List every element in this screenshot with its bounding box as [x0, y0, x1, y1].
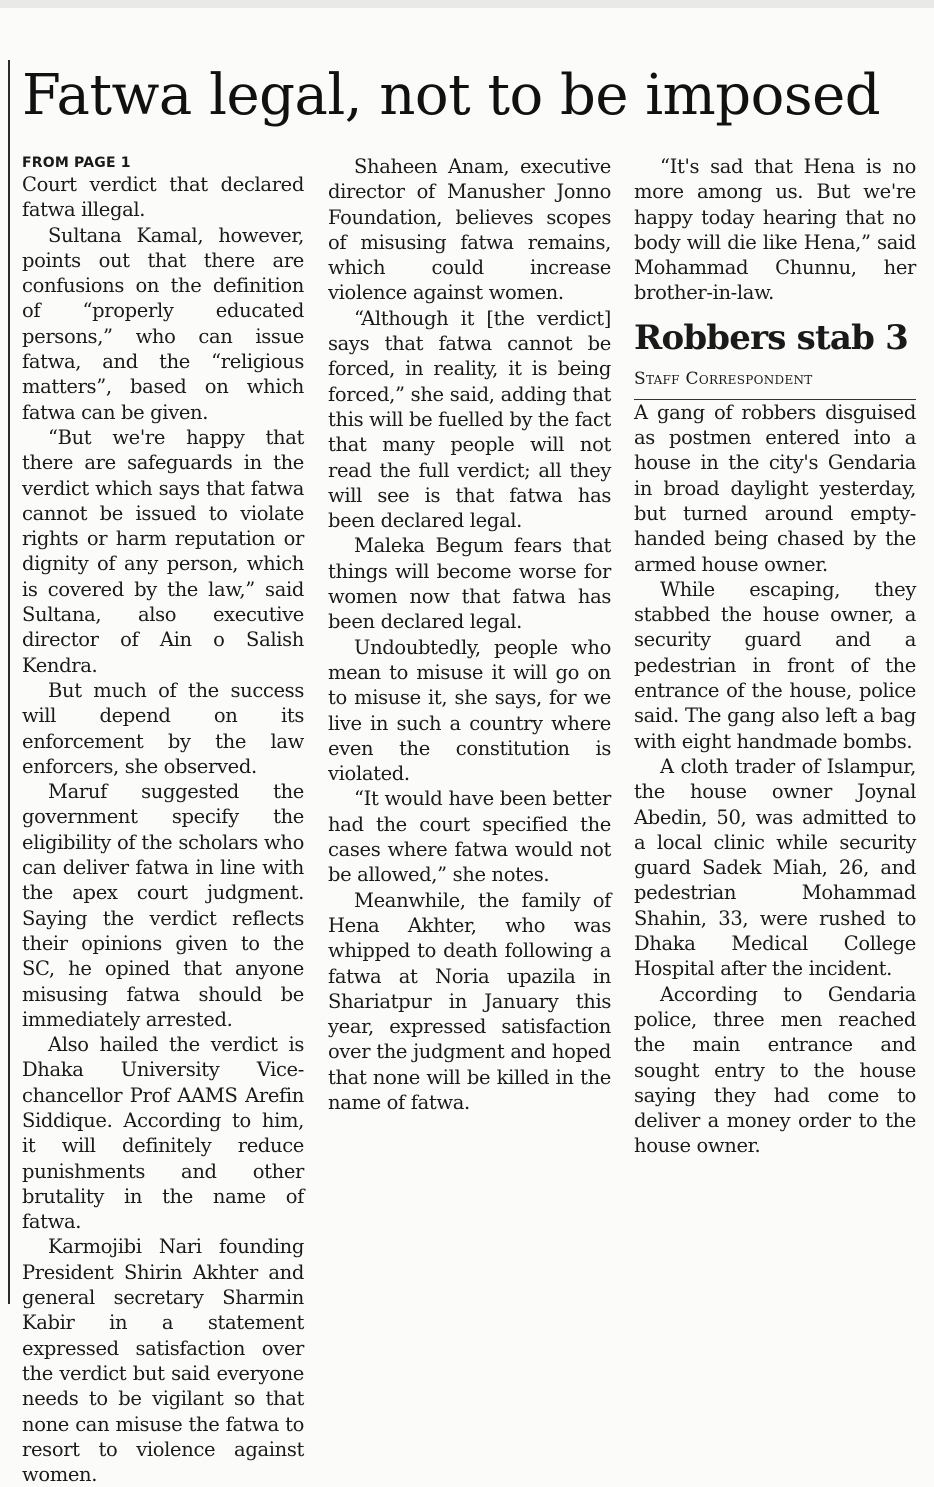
article-paragraph: Also hailed the verdict is Dhaka University Vice-chancellor Prof AAMS Arefin Siddique. According to him, it will definitely reduce punishments and other brutality in the name of fatwa. [22, 1033, 304, 1234]
robbers-paragraph: A gang of robbers disguised as postmen entered into a house in the city's Gendaria in broad daylight yesterday, but turned around empty-handed being chased by the armed house owner. [634, 400, 916, 576]
article-column [22, 154, 304, 1487]
left-column-rule [8, 60, 10, 1304]
article-paragraph: Maruf suggested the government specify the eligibility of the scholars who can deliver fatwa in line with the apex court judgment. Saying the verdict reflects their opinions given to the SC, he opined that anyone misusing fatwa should be immediately arrested. [22, 780, 304, 1031]
article-headline: Fatwa legal, not to be imposed [22, 63, 881, 128]
robbers-paragraph: According to Gendaria police, three men reached the main entrance and sought entry to the house saying they had come to deliver a money order to the house owner. [634, 982, 916, 1158]
article-paragraph: Meanwhile, the family of Hena Akhter, who was whipped to death following a fatwa at Noria upazila in Shariatpur in January this year, expressed satisfaction over the judgment and hoped that none will be killed in the name of fatwa. [328, 888, 611, 1114]
article-paragraph: Undoubtedly, people who mean to misuse it will go on to misuse it, she says, for we live in such a country where even the constitution is violated. [328, 635, 611, 786]
article-paragraph: Shaheen Anam, executive director of Manusher Jonno Foundation, believes scopes of misusing fatwa remains, which could increase violence against women. [328, 155, 611, 305]
robbers-headline: Robbers stab 3 [634, 317, 908, 358]
article-paragraph: “But we're happy that there are safeguards in the verdict which says that fatwa cannot be issued to violate rights or harm reputation or dignity of any person, which is covered by the law,” said Sultana, also executive director of Ain o Salish Kendra. [22, 425, 304, 677]
robbers-byline: Staff Correspondent [634, 368, 916, 400]
article-paragraph: Sultana Kamal, however, points out that there are confusions on the definition of “properly educated persons,” who can issue fatwa, and the “religious matters”, based on which fatwa can be given. [22, 223, 304, 424]
robbers-paragraph: While escaping, they stabbed the house owner, a security guard and a pedestrian in front of the entrance of the house, police said. The gang also left a bag with eight handmade bombs. [634, 577, 916, 753]
article-column [328, 154, 611, 1304]
article-paragraph: But much of the success will depend on its enforcement by the law enforcers, she observed. [22, 678, 304, 778]
robbers-paragraph: A cloth trader of Islampur, the house owner Joynal Abedin, 50, was admitted to a local clinic while security guard Sadek Miah, 26, and pedestrian Mohammad Shahin, 33, were rushed to Dhaka Medical College Hospital after the incident. [634, 754, 916, 981]
article-paragraph: Karmojibi Nari founding President Shirin Akhter and general secretary Sharmin Kabir in a statement expressed satisfaction over the verdict but said everyone needs to be vigilant so that none can misuse the fatwa to resort to violence against women. [22, 1235, 304, 1487]
top-margin-strip [0, 0, 934, 8]
page-kicker: FROM PAGE 1 [22, 155, 131, 171]
article-paragraph: “Although it [the verdict] says that fatwa cannot be forced, in reality, it is being forced,” she said, adding that this will be fuelled by the fact that many people will not read the full verdict; all they will see is that fatwa has been declared legal. [328, 306, 611, 533]
article-column [634, 154, 916, 1304]
article-paragraph: Maleka Begum fears that things will become worse for women now that fatwa has been declared legal. [328, 534, 611, 634]
article-paragraph: “It's sad that Hena is no more among us. But we're happy today hearing that no body will die like Hena,” said Mohammad Chunnu, her brother-in-law. [634, 155, 916, 305]
article-paragraph: Court verdict that declared fatwa illegal. [22, 173, 304, 222]
article-paragraph: “It would have been better had the court specified the cases where fatwa would not be allowed,” she notes. [328, 787, 611, 887]
